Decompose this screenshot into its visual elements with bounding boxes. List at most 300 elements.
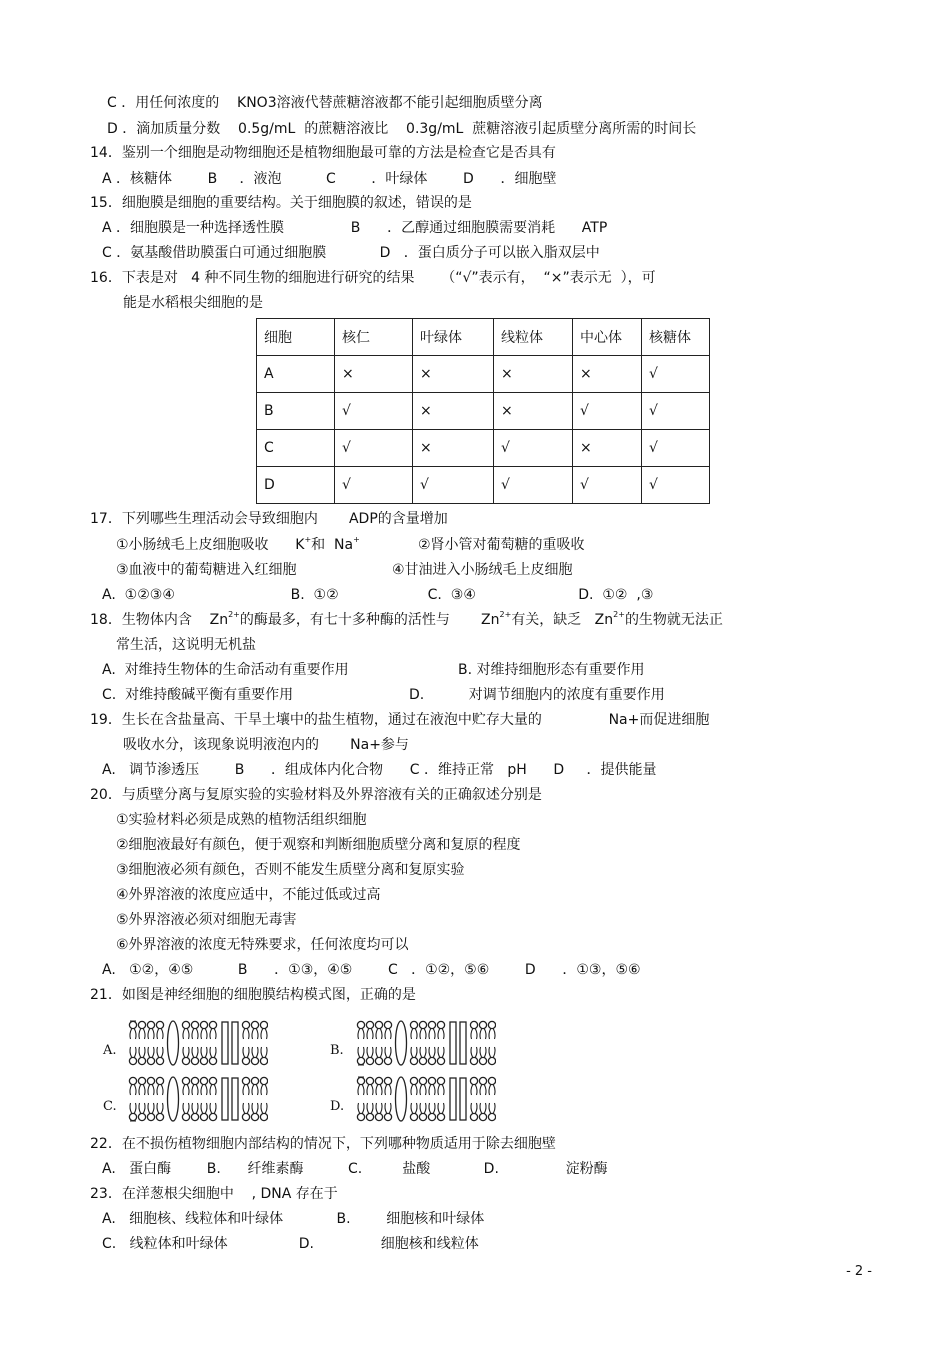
lipid-tail — [411, 1029, 413, 1039]
lipid-tail — [489, 1029, 491, 1039]
lipid-tail — [205, 1029, 207, 1039]
phospholipid — [366, 1077, 373, 1095]
table-row — [257, 393, 710, 430]
q20-item: ②细胞液最好有颜色，便于观察和判断细胞质壁分离和复原的程度 — [116, 837, 521, 853]
lipid-tail — [376, 1047, 378, 1057]
lipid-head — [384, 1077, 391, 1084]
lipid-head — [156, 1077, 163, 1084]
lipid-head — [437, 1021, 444, 1028]
lipid-head — [209, 1077, 216, 1084]
q18-sup: 2+ — [613, 610, 625, 619]
lipid-tail — [424, 1103, 426, 1113]
lipid-tail — [438, 1085, 440, 1095]
q21-stem: 21．如图是神经细胞的细胞膜结构模式图，正确的是 — [90, 987, 416, 1003]
lipid-tail — [429, 1085, 431, 1095]
lipid-head — [200, 1057, 207, 1064]
lipid-tail — [148, 1047, 150, 1057]
lipid-head — [260, 1021, 267, 1028]
header-cell: 细胞 — [257, 319, 335, 356]
header-mitochondria: 线粒体 — [494, 319, 573, 356]
phospholipid — [209, 1103, 216, 1121]
q23-stem: 23．在洋葱根尖细胞中 , DNA 存在于 — [90, 1186, 338, 1202]
lipid-tail — [192, 1047, 194, 1057]
phospholipid — [251, 1021, 258, 1039]
phospholipid — [209, 1047, 216, 1065]
lipid-tail — [362, 1029, 364, 1039]
phospholipid — [384, 1021, 391, 1039]
phospholipid — [251, 1077, 258, 1095]
lipid-head — [242, 1057, 249, 1064]
table-cell: × — [494, 393, 573, 430]
lipid-head — [156, 1113, 163, 1120]
phospholipid — [488, 1077, 495, 1095]
lipid-tail — [376, 1085, 378, 1095]
phospholipid — [200, 1047, 207, 1065]
phospholipid — [437, 1021, 444, 1039]
phospholipid — [251, 1047, 258, 1065]
lipid-tail — [411, 1103, 413, 1113]
q17-stem: 17．下列哪些生理活动会导致细胞内 ADP的含量增加 — [90, 511, 448, 527]
lipid-tail — [183, 1029, 185, 1039]
lipid-tail — [152, 1103, 154, 1113]
lipid-tail — [201, 1029, 203, 1039]
lipid-head — [200, 1113, 207, 1120]
phospholipid — [470, 1077, 477, 1095]
phospholipid — [129, 1021, 136, 1039]
lipid-tail — [265, 1103, 267, 1113]
lipid-tail — [247, 1085, 249, 1095]
lipid-tail — [475, 1047, 477, 1057]
lipid-tail — [362, 1085, 364, 1095]
lipid-tail — [480, 1103, 482, 1113]
phospholipid — [410, 1103, 417, 1121]
lipid-head — [419, 1021, 426, 1028]
lipid-tail — [475, 1085, 477, 1095]
table-cell: √ — [335, 393, 413, 430]
lipid-head — [375, 1057, 382, 1064]
lipid-tail — [389, 1047, 391, 1057]
lipid-tail — [371, 1085, 373, 1095]
phospholipid — [479, 1077, 486, 1095]
lipid-tail — [152, 1029, 154, 1039]
lipid-tail — [187, 1103, 189, 1113]
lipid-tail — [196, 1029, 198, 1039]
lipid-head — [260, 1113, 267, 1120]
lipid-head — [138, 1113, 145, 1120]
lipid-tail — [183, 1085, 185, 1095]
q20-item: ④外界溶液的浓度应适中，不能过低或过高 — [116, 887, 381, 903]
lipid-tail — [442, 1047, 444, 1057]
lipid-tail — [196, 1085, 198, 1095]
lipid-tail — [380, 1047, 382, 1057]
lipid-tail — [475, 1029, 477, 1039]
lipid-head — [488, 1077, 495, 1084]
lipid-head — [410, 1021, 417, 1028]
phospholipid — [437, 1077, 444, 1095]
q20-item: ③细胞液必须有颜色，否则不能发生质壁分离和复原实验 — [116, 862, 465, 878]
lipid-tail — [420, 1029, 422, 1039]
q17-sup-k: + — [304, 535, 312, 544]
table-cell: √ — [335, 430, 413, 467]
lipid-tail — [489, 1047, 491, 1057]
phospholipid — [384, 1047, 391, 1065]
q13-option-d: D ．滴加质量分数 0.5g/mL 的蔗糖溶液比 0.3g/mL 蔗糖溶液引起质壁分离所需的时间长 — [107, 121, 697, 137]
lipid-tail — [157, 1103, 159, 1113]
phospholipid — [419, 1047, 426, 1065]
phospholipid — [410, 1047, 417, 1065]
q16-stem-line1: 16．下表是对 4 种不同生物的细胞进行研究的结果 （“√”表示有， “×”表示无 ），可 — [90, 270, 656, 286]
lipid-head — [156, 1021, 163, 1028]
phospholipid — [375, 1021, 382, 1039]
phospholipid — [357, 1077, 364, 1095]
phospholipid — [191, 1103, 198, 1121]
phospholipid — [156, 1077, 163, 1095]
lipid-head — [251, 1077, 258, 1084]
lipid-tail — [480, 1029, 482, 1039]
lipid-tail — [438, 1029, 440, 1039]
lipid-tail — [376, 1103, 378, 1113]
lipid-tail — [420, 1047, 422, 1057]
phospholipid — [156, 1021, 163, 1039]
lipid-tail — [143, 1085, 145, 1095]
lipid-head — [479, 1113, 486, 1120]
lipid-tail — [429, 1029, 431, 1039]
lipid-head — [479, 1077, 486, 1084]
q18-text-d: 有关，缺乏 — [511, 612, 582, 628]
lipid-tail — [192, 1029, 194, 1039]
lipid-tail — [415, 1029, 417, 1039]
lipid-tail — [143, 1047, 145, 1057]
phospholipid — [488, 1103, 495, 1121]
q19-options: A. 调节渗透压 B ．组成体内化合物 C ．维持正常 pH D ．提供能量 — [102, 762, 657, 778]
lipid-head — [251, 1021, 258, 1028]
option-c-label: C. — [103, 1099, 117, 1114]
lipid-head — [209, 1021, 216, 1028]
phospholipid — [479, 1047, 486, 1065]
lipid-head — [156, 1057, 163, 1064]
q17-item-1-2 — [116, 536, 360, 554]
lipid-tail — [214, 1103, 216, 1113]
header-nucleolus: 核仁 — [335, 319, 413, 356]
phospholipid — [366, 1021, 373, 1039]
lipid-head — [209, 1113, 216, 1120]
lipid-tail — [243, 1029, 245, 1039]
lipid-tail — [489, 1085, 491, 1095]
membrane-diagram-c — [128, 1076, 268, 1122]
q16-stem-line2: 能是水稻根尖细胞的是 — [123, 295, 263, 311]
lipid-tail — [362, 1103, 364, 1113]
lipid-tail — [247, 1103, 249, 1113]
lipid-tail — [480, 1047, 482, 1057]
lipid-tail — [130, 1029, 132, 1039]
channel-protein — [232, 1022, 238, 1064]
lipid-tail — [385, 1103, 387, 1113]
lipid-tail — [367, 1103, 369, 1113]
q18-sup: 2+ — [499, 610, 512, 619]
lipid-tail — [493, 1029, 495, 1039]
lipid-tail — [389, 1085, 391, 1095]
membrane-protein-ellipse — [396, 1077, 407, 1121]
phospholipid — [375, 1077, 382, 1095]
lipid-tail — [367, 1047, 369, 1057]
phospholipid — [242, 1077, 249, 1095]
lipid-tail — [139, 1085, 141, 1095]
lipid-head — [260, 1077, 267, 1084]
q22-options: A. 蛋白酶 B. 纤维素酶 C. 盐酸 D. 淀粉酶 — [102, 1161, 608, 1177]
table-header-row — [257, 319, 710, 356]
phospholipid — [138, 1103, 145, 1121]
lipid-tail — [252, 1085, 254, 1095]
phospholipid — [260, 1047, 267, 1065]
lipid-tail — [261, 1029, 263, 1039]
lipid-head — [366, 1077, 373, 1084]
lipid-tail — [134, 1029, 136, 1039]
phospholipid — [138, 1021, 145, 1039]
q23-options-cd: C. 线粒体和叶绿体 D. 细胞核和线粒体 — [102, 1236, 479, 1252]
lipid-head — [147, 1057, 154, 1064]
lipid-head — [147, 1021, 154, 1028]
phospholipid — [488, 1021, 495, 1039]
lipid-tail — [433, 1085, 435, 1095]
phospholipid — [129, 1103, 136, 1121]
q15-options-ab: A ．细胞膜是一种选择透性膜 B ．乙醇通过细胞膜需要消耗 ATP — [102, 220, 608, 236]
lipid-head — [242, 1021, 249, 1028]
lipid-tail — [157, 1085, 159, 1095]
lipid-head — [375, 1021, 382, 1028]
lipid-tail — [161, 1047, 163, 1057]
q17-sup-na: + — [353, 535, 360, 544]
table-cell: × — [573, 430, 642, 467]
lipid-head — [242, 1077, 249, 1084]
phospholipid — [242, 1103, 249, 1121]
membrane-diagram-d — [356, 1076, 496, 1122]
channel-protein — [222, 1078, 228, 1120]
phospholipid — [182, 1077, 189, 1095]
lipid-tail — [143, 1103, 145, 1113]
phospholipid — [138, 1047, 145, 1065]
lipid-tail — [358, 1085, 360, 1095]
table-cell: √ — [642, 393, 710, 430]
q20-item: ⑥外界溶液的浓度无特殊要求，任何浓度均可以 — [116, 937, 409, 953]
lipid-tail — [187, 1029, 189, 1039]
table-row — [257, 467, 710, 504]
lipid-tail — [187, 1047, 189, 1057]
phospholipid — [366, 1103, 373, 1121]
q14-options: A ．核糖体 B ．液泡 C ．叶绿体 D ．细胞壁 — [102, 171, 557, 187]
lipid-tail — [196, 1047, 198, 1057]
lipid-tail — [252, 1047, 254, 1057]
lipid-tail — [130, 1103, 132, 1113]
option-d-label: D. — [330, 1099, 345, 1114]
lipid-tail — [480, 1085, 482, 1095]
lipid-tail — [411, 1085, 413, 1095]
lipid-head — [129, 1113, 136, 1120]
lipid-tail — [157, 1029, 159, 1039]
lipid-tail — [484, 1029, 486, 1039]
table-cell: × — [494, 356, 573, 393]
table-cell: √ — [642, 356, 710, 393]
phospholipid — [147, 1103, 154, 1121]
lipid-tail — [252, 1029, 254, 1039]
lipid-head — [384, 1021, 391, 1028]
q19-stem-line2: 吸收水分，该现象说明液泡内的 Na+参与 — [123, 737, 409, 753]
q18-option-c: C. 对维持酸碱平衡有重要作用 — [102, 687, 294, 703]
phospholipid — [479, 1021, 486, 1039]
channel-protein — [222, 1022, 228, 1064]
lipid-head — [375, 1113, 382, 1120]
lipid-tail — [471, 1047, 473, 1057]
lipid-tail — [265, 1047, 267, 1057]
lipid-head — [129, 1021, 136, 1028]
lipid-tail — [161, 1085, 163, 1095]
lipid-head — [357, 1021, 364, 1028]
lipid-head — [428, 1021, 435, 1028]
lipid-tail — [442, 1029, 444, 1039]
q23-options-ab: A. 细胞核、线粒体和叶绿体 B. 细胞核和叶绿体 — [102, 1211, 485, 1227]
phospholipid — [251, 1103, 258, 1121]
lipid-head — [251, 1113, 258, 1120]
q20-item: ⑤外界溶液必须对细胞无毒害 — [116, 912, 297, 928]
lipid-head — [470, 1057, 477, 1064]
table-cell: √ — [335, 467, 413, 504]
phospholipid — [200, 1021, 207, 1039]
lipid-head — [479, 1021, 486, 1028]
q17-item1-text: ①小肠绒毛上皮细胞吸收 K — [116, 537, 305, 553]
lipid-tail — [424, 1029, 426, 1039]
table-cell: √ — [494, 467, 573, 504]
lipid-tail — [139, 1103, 141, 1113]
option-b-label: B. — [330, 1043, 344, 1058]
lipid-tail — [139, 1029, 141, 1039]
lipid-tail — [471, 1085, 473, 1095]
table-cell: √ — [494, 430, 573, 467]
lipid-head — [182, 1021, 189, 1028]
lipid-tail — [265, 1029, 267, 1039]
q17-item2: ②肾小管对葡萄糖的重吸收 — [418, 537, 585, 553]
phospholipid — [147, 1077, 154, 1095]
phospholipid — [437, 1103, 444, 1121]
lipid-head — [384, 1113, 391, 1120]
lipid-tail — [196, 1103, 198, 1113]
q15-options-cd: C ．氨基酸借助膜蛋白可通过细胞膜 D ．蛋白质分子可以嵌入脂双层中 — [102, 245, 600, 261]
phospholipid — [260, 1077, 267, 1095]
lipid-tail — [471, 1029, 473, 1039]
phospholipid — [200, 1103, 207, 1121]
lipid-tail — [358, 1047, 360, 1057]
q14-stem: 14．鉴别一个细胞是动物细胞还是植物细胞最可靠的方法是检查它是否具有 — [90, 145, 556, 161]
lipid-tail — [265, 1085, 267, 1095]
table-cell: C — [257, 430, 335, 467]
lipid-tail — [380, 1029, 382, 1039]
phospholipid — [419, 1103, 426, 1121]
q18-text-c: Zn — [481, 612, 500, 628]
table-cell: B — [257, 393, 335, 430]
phospholipid — [260, 1103, 267, 1121]
q20-stem: 20．与质壁分离与复原实验的实验材料及外界溶液有关的正确叙述分别是 — [90, 787, 542, 803]
lipid-head — [191, 1057, 198, 1064]
lipid-tail — [134, 1085, 136, 1095]
lipid-tail — [256, 1029, 258, 1039]
membrane-diagram-a — [128, 1020, 268, 1066]
lipid-tail — [389, 1103, 391, 1113]
q17-item3: ③血液中的葡萄糖进入红细胞 — [116, 562, 297, 578]
lipid-tail — [183, 1103, 185, 1113]
lipid-tail — [358, 1103, 360, 1113]
lipid-head — [357, 1077, 364, 1084]
table-cell: √ — [573, 393, 642, 430]
q18-stem-line2: 常生活，这说明无机盐 — [116, 637, 256, 653]
lipid-tail — [442, 1085, 444, 1095]
lipid-tail — [130, 1047, 132, 1057]
lipid-tail — [493, 1047, 495, 1057]
lipid-tail — [243, 1103, 245, 1113]
lipid-head — [384, 1057, 391, 1064]
lipid-tail — [243, 1085, 245, 1095]
phospholipid — [410, 1077, 417, 1095]
lipid-head — [366, 1021, 373, 1028]
lipid-tail — [157, 1047, 159, 1057]
membrane-protein-ellipse — [396, 1021, 407, 1065]
q18-option-d: D. 对调节细胞内的浓度有重要作用 — [409, 687, 665, 703]
lipid-tail — [205, 1047, 207, 1057]
phospholipid — [209, 1077, 216, 1095]
table-cell: D — [257, 467, 335, 504]
lipid-tail — [438, 1047, 440, 1057]
lipid-head — [200, 1021, 207, 1028]
lipid-tail — [201, 1047, 203, 1057]
q18-stem-line1 — [90, 611, 723, 629]
phospholipid — [191, 1047, 198, 1065]
lipid-tail — [385, 1029, 387, 1039]
lipid-head — [419, 1057, 426, 1064]
lipid-tail — [161, 1029, 163, 1039]
lipid-tail — [380, 1085, 382, 1095]
q17-options: A. ①②③④ B. ①② C. ③④ D. ①② ,③ — [102, 587, 654, 603]
q20-item: ①实验材料必须是成熟的植物活组织细胞 — [116, 812, 367, 828]
header-ribosome: 核糖体 — [642, 319, 710, 356]
lipid-tail — [471, 1103, 473, 1113]
lipid-head — [138, 1077, 145, 1084]
lipid-tail — [385, 1047, 387, 1057]
q17-item1-text-b: 和 Na — [311, 537, 354, 553]
lipid-tail — [429, 1047, 431, 1057]
lipid-head — [129, 1077, 136, 1084]
lipid-head — [191, 1021, 198, 1028]
lipid-tail — [214, 1029, 216, 1039]
lipid-tail — [210, 1103, 212, 1113]
lipid-tail — [493, 1103, 495, 1113]
lipid-tail — [210, 1029, 212, 1039]
lipid-tail — [256, 1047, 258, 1057]
lipid-tail — [252, 1103, 254, 1113]
lipid-head — [428, 1113, 435, 1120]
phospholipid — [242, 1047, 249, 1065]
phospholipid — [200, 1077, 207, 1095]
option-a-label: A. — [103, 1043, 117, 1058]
lipid-tail — [256, 1085, 258, 1095]
phospholipid — [366, 1047, 373, 1065]
lipid-tail — [261, 1085, 263, 1095]
phospholipid — [147, 1047, 154, 1065]
lipid-tail — [152, 1047, 154, 1057]
phospholipid — [191, 1021, 198, 1039]
phospholipid — [156, 1047, 163, 1065]
lipid-tail — [201, 1103, 203, 1113]
lipid-tail — [424, 1085, 426, 1095]
lipid-head — [410, 1057, 417, 1064]
phospholipid — [147, 1021, 154, 1039]
lipid-head — [242, 1113, 249, 1120]
